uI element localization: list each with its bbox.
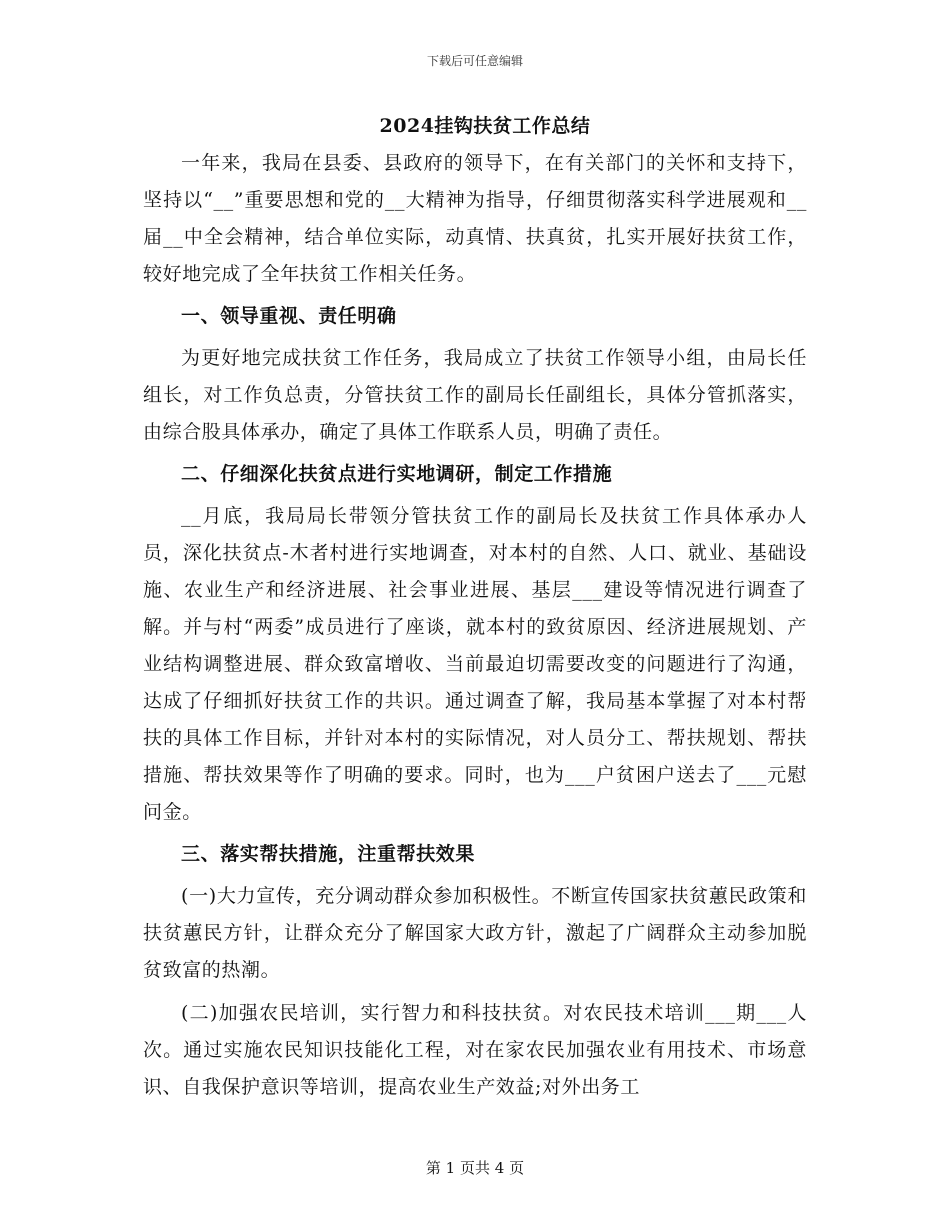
intro-paragraph: 一年来，我局在县委、县政府的领导下，在有关部门的关怀和支持下，坚持以“__”重要思想和党的__大精神为指导，仔细贯彻落实科学进展观和__届__中全会精神，结合单位实际，动真情、扶真贫，扎实开展好扶贫工作，较好地完成了全年扶贫工作相关任务。 xyxy=(143,152,807,285)
section-1-paragraph: 为更好地完成扶贫工作任务，我局成立了扶贫工作领导小组，由局长任组长，对工作负总责，分管扶贫工作的副局长任副组长，具体分管抓落实，由综合股具体承办，确定了具体工作联系人员，明确了责任。 xyxy=(143,347,807,443)
section-3-paragraph-1: (一)大力宣传，充分调动群众参加积极性。不断宣传国家扶贫蕙民政策和扶贫蕙民方针，让群众充分了解国家大政方针，激起了广阔群众主动参加脱贫致富的热潮。 xyxy=(143,885,807,981)
section-2-heading: 二、仔细深化扶贫点进行实地调研，制定工作措施 xyxy=(181,463,613,485)
section-2-paragraph: __月底，我局局长带领分管扶贫工作的副局长及扶贫工作具体承办人员，深化扶贫点-木者村进行实地调查，对本村的自然、人口、就业、基础设施、农业生产和经济进展、社会事业进展、基层___建设等情况进行调查了解。并与村“两委”成员进行了座谈，就本村的致贫原因、经济进展规划、产业结构调整进展、群众致富增收、当前最迫切需要改变的问题进行了沟通，达成了仔细抓好扶贫工作的共识。通过调查了解，我局基本掌握了对本村帮扶的具体工作目标，并针对本村的实际情况，对人员分工、帮扶规划、帮扶措施、帮扶效果等作了明确的要求。同时，也为___户贫困户送去了___元慰问金。 xyxy=(143,505,807,823)
document-title: 2024挂钩扶贫工作总结 xyxy=(379,115,591,137)
section-1-heading: 一、领导重视、责任明确 xyxy=(181,305,397,327)
page-number-footer: 第 1 页共 4 页 xyxy=(425,1159,525,1177)
page-header-note: 下载后可任意编辑 xyxy=(426,54,523,68)
section-3-heading: 三、落实帮扶措施，注重帮扶效果 xyxy=(181,843,476,865)
document-body xyxy=(143,108,807,1106)
section-3-paragraph-2: (二)加强农民培训，实行智力和科技扶贫。对农民技术培训___期___人次。通过实施农民知识技能化工程，对在家农民加强农业有用技术、市场意识、自我保护意识等培训，提高农业生产效益;对外出务工 xyxy=(143,1002,807,1098)
